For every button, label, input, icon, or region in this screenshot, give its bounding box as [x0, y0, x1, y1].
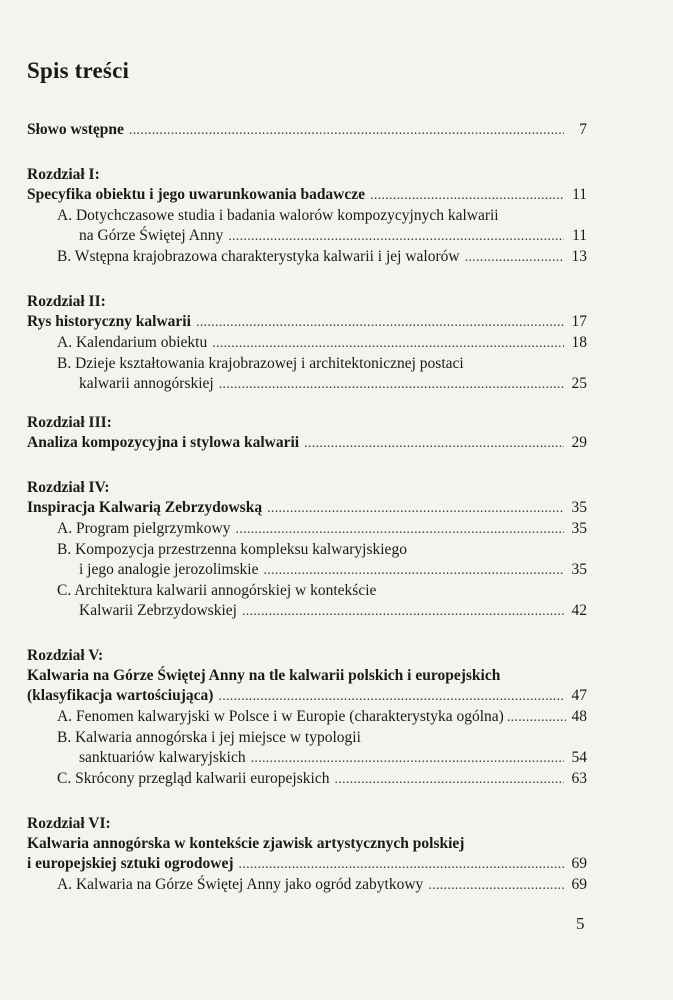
subentry-text: na Górze Świętej Anny — [79, 227, 224, 244]
page-title: Spis treści — [27, 58, 130, 83]
chapter-title-continuation — [27, 854, 587, 875]
toc-page-number: 11 — [572, 227, 587, 244]
chapter-title — [27, 312, 587, 333]
chapter-title — [27, 666, 587, 686]
dot-leader — [235, 519, 564, 540]
toc-page-number: 35 — [571, 520, 587, 537]
toc-subentry — [27, 581, 587, 601]
toc-subentry — [27, 354, 587, 374]
subentry-text: A. Dotychczasowe studia i badania walorów kompozycyjnych kalwarii — [57, 207, 499, 224]
dot-leader — [251, 748, 564, 769]
toc-page-number: 18 — [571, 334, 587, 351]
dot-leader — [129, 120, 564, 141]
subentry-text: B. Dzieje kształtowania krajobrazowej i architektonicznej postaci — [57, 355, 464, 372]
toc-page-number: 69 — [571, 876, 587, 893]
toc-subentry — [27, 875, 587, 896]
dot-leader — [334, 769, 564, 790]
chapter-title-text: Specyfika obiektu i jego uwarunkowania badawcze — [27, 186, 366, 203]
toc-subentry — [27, 206, 587, 226]
subentry-text: A. Program pielgrzymkowy — [57, 520, 231, 537]
toc-subentry — [27, 728, 587, 748]
toc-page-number: 69 — [571, 855, 587, 872]
chapter-title-text: Kalwaria na Górze Świętej Anny na tle kalwarii polskich i europejskich — [27, 667, 501, 684]
dot-leader — [219, 374, 564, 395]
subentry-text: A. Kalwaria na Górze Świętej Anny jako ogród zabytkowy — [57, 876, 424, 893]
toc-page-number: 63 — [571, 770, 587, 787]
chapter-title-text: Analiza kompozycyjna i stylowa kalwarii — [27, 434, 300, 451]
subentry-text: C. Architektura kalwarii annogórskiej w kontekście — [57, 582, 377, 599]
toc-subentry-continuation — [27, 226, 587, 247]
chapter-title — [27, 834, 587, 854]
chapter-title-text: i europejskiej sztuki ogrodowej — [27, 855, 234, 872]
chapter-heading: Rozdział III: — [27, 414, 112, 431]
dot-leader — [507, 707, 566, 728]
toc-subentry-continuation — [27, 748, 587, 769]
dot-leader — [304, 433, 564, 454]
chapter-heading: Rozdział II: — [27, 293, 106, 310]
dot-leader — [465, 247, 564, 268]
toc-page-number: 29 — [571, 434, 587, 451]
toc-subentry — [27, 707, 587, 728]
toc-subentry-continuation — [27, 374, 587, 395]
subentry-text: Kalwarii Zebrzydowskiej — [79, 602, 237, 619]
subentry-text: B. Kompozycja przestrzenna kompleksu kalwaryjskiego — [57, 541, 407, 558]
toc-page-number: 35 — [571, 499, 587, 516]
toc-page-number: 42 — [571, 602, 587, 619]
toc-entry-preface — [27, 120, 587, 141]
page-number: 5 — [576, 914, 585, 933]
dot-leader — [370, 185, 564, 206]
toc-page-number: 13 — [571, 248, 587, 265]
chapter-title — [27, 498, 587, 519]
subentry-text: i jego analogie jerozolimskie — [79, 561, 259, 578]
dot-leader — [263, 560, 564, 581]
toc-subentry-continuation — [27, 560, 587, 581]
toc-page-number: 11 — [572, 186, 587, 203]
toc-subentry — [27, 333, 587, 354]
chapter-heading: Rozdział I: — [27, 166, 100, 183]
subentry-text: C. Skrócony przegląd kalwarii europejskich — [57, 770, 330, 787]
chapter-heading: Rozdział V: — [27, 647, 104, 664]
chapter-heading: Rozdział IV: — [27, 479, 110, 496]
toc-page-number: 17 — [571, 313, 587, 330]
toc-subentry — [27, 519, 587, 540]
chapter-title-text: Inspiracja Kalwarią Zebrzydowską — [27, 499, 263, 516]
dot-leader — [242, 601, 564, 622]
table-of-contents — [27, 120, 587, 896]
toc-subentry-continuation — [27, 601, 587, 622]
dot-leader — [212, 333, 564, 354]
toc-page-number: 48 — [571, 708, 587, 725]
chapter-title-continuation — [27, 686, 587, 707]
subentry-text: kalwarii annogórskiej — [79, 375, 214, 392]
dot-leader — [267, 498, 564, 519]
subentry-text: B. Kalwaria annogórska i jej miejsce w typologii — [57, 729, 361, 746]
dot-leader — [428, 875, 564, 896]
toc-page-number: 47 — [571, 687, 587, 704]
chapter-heading: Rozdział VI: — [27, 815, 111, 832]
toc-subentry — [27, 769, 587, 790]
toc-page-number: 7 — [579, 121, 587, 138]
toc-subentry — [27, 247, 587, 268]
toc-page-number: 35 — [571, 561, 587, 578]
toc-page-number: 25 — [571, 375, 587, 392]
dot-leader — [196, 312, 564, 333]
dot-leader — [239, 854, 564, 875]
chapter-title-text: Rys historyczny kalwarii — [27, 313, 191, 330]
dot-leader — [228, 226, 564, 247]
subentry-text: sanktuariów kalwaryjskich — [79, 749, 246, 766]
subentry-text: B. Wstępna krajobrazowa charakterystyka kalwarii i jej walorów — [57, 248, 460, 265]
dot-leader — [218, 686, 564, 707]
chapter-title — [27, 433, 587, 454]
toc-page-number: 54 — [571, 749, 587, 766]
subentry-text: A. Fenomen kalwaryjski w Polsce i w Europie (charakterystyka ogólna) — [57, 708, 504, 725]
chapter-title-text: Kalwaria annogórska w kontekście zjawisk artystycznych polskiej — [27, 835, 465, 852]
subentry-text: A. Kalendarium obiektu — [57, 334, 208, 351]
chapter-title-text: (klasyfikacja wartościująca) — [27, 687, 214, 704]
chapter-title — [27, 185, 587, 206]
toc-entry-text: Słowo wstępne — [27, 121, 124, 138]
toc-subentry — [27, 540, 587, 560]
